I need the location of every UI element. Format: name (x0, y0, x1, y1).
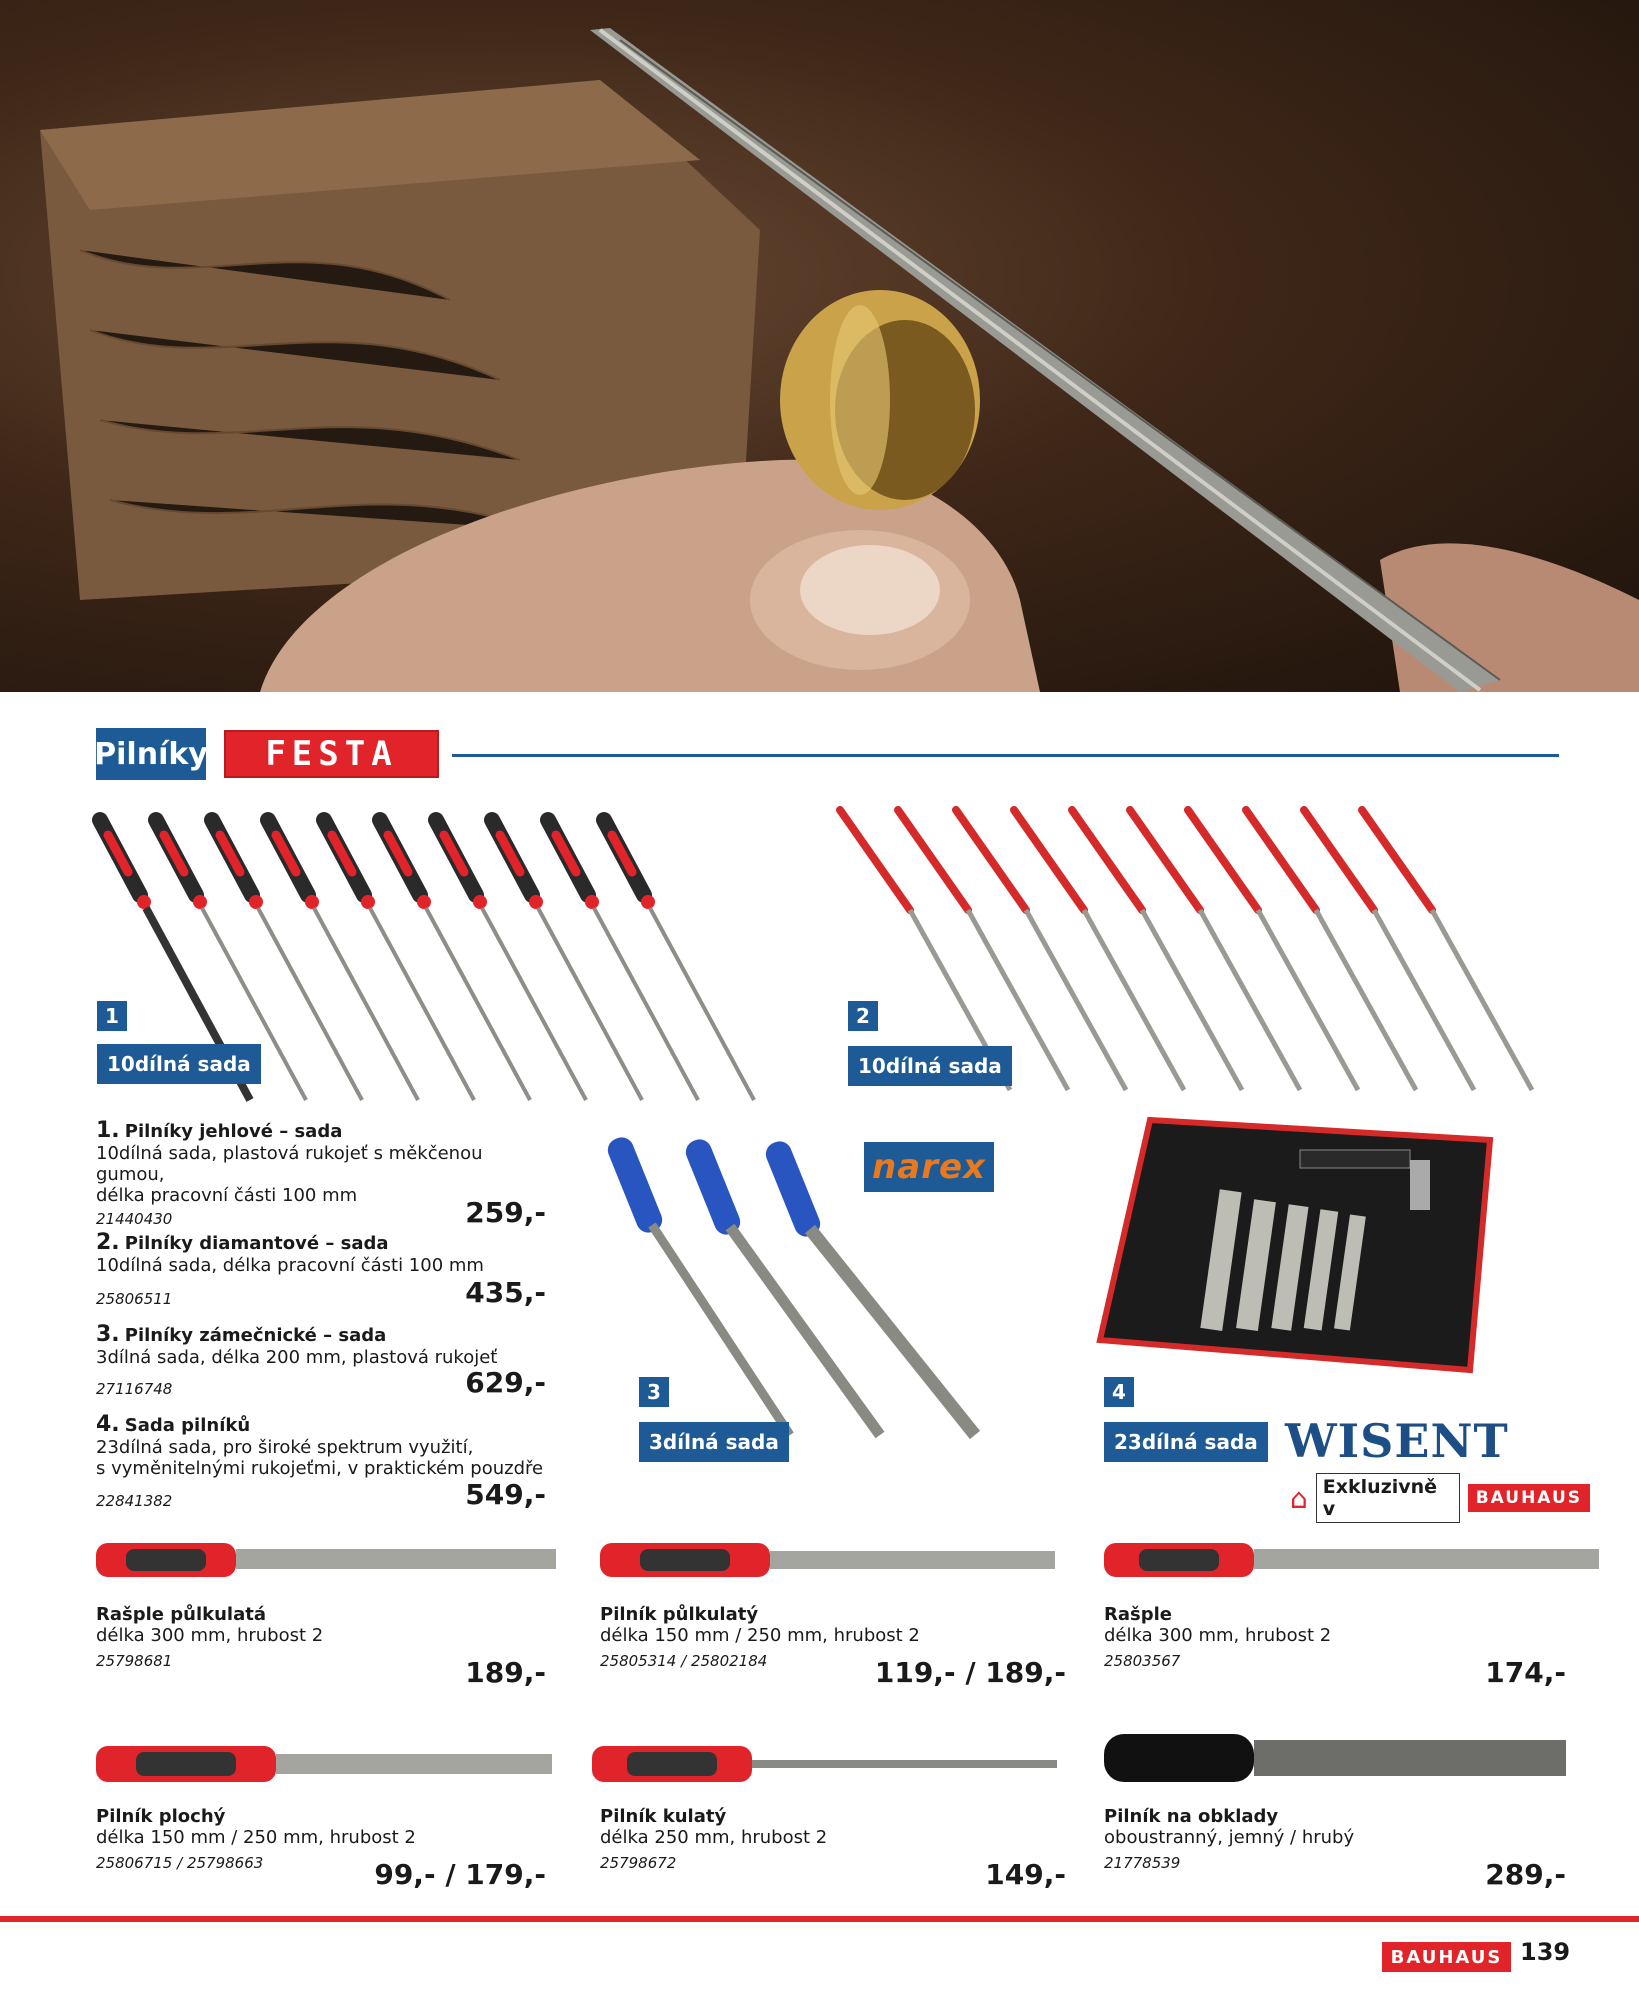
item-desc: 10dílná sada, délka pracovní části 100 mm (96, 1255, 484, 1276)
grid-desc: délka 250 mm, hrubost 2 (600, 1827, 828, 1848)
item-title: Pilníky diamantové – sada (124, 1233, 389, 1254)
item-price: 629,- (465, 1366, 546, 1399)
listing-item (96, 1118, 556, 1229)
grid-code: 25805314 / 25802184 (600, 1652, 768, 1670)
set-size-badge: 3dílná sada (639, 1422, 789, 1462)
page-number: 139 (1520, 1938, 1571, 1966)
item-desc: 3dílná sada, délka 200 mm, plastová rukojeť (96, 1347, 498, 1368)
set-size-badge: 10dílná sada (848, 1046, 1012, 1086)
flat-file-image (96, 1740, 556, 1790)
grid-product (1104, 1806, 1564, 1896)
item-number: 3. (96, 1322, 120, 1347)
needle-file (604, 820, 754, 1100)
item-code: 27116748 (96, 1380, 173, 1398)
set-size-badge: 10dílná sada (97, 1044, 261, 1084)
grid-title: Pilník půlkulatý (600, 1604, 759, 1625)
grid-product (1104, 1604, 1564, 1694)
product-number-badge: 2 (848, 1001, 878, 1031)
item-desc: délka pracovní části 100 mm (96, 1185, 358, 1206)
item-desc: s vyměnitelnými rukojeťmi, v praktickém pouzdře (96, 1458, 544, 1479)
grid-title: Pilník kulatý (600, 1806, 727, 1827)
item-price: 435,- (465, 1276, 546, 1309)
exclusive-text: Exkluzivně v (1316, 1473, 1460, 1523)
grid-desc: délka 150 mm / 250 mm, hrubost 2 (600, 1625, 920, 1646)
item-title: Sada pilníků (124, 1415, 251, 1436)
grid-code: 25798672 (600, 1854, 677, 1872)
diamond-file (1362, 810, 1532, 1090)
header-divider (452, 754, 1559, 757)
grid-price: 99,- / 179,- (374, 1858, 546, 1891)
bauhaus-logo: BAUHAUS (1468, 1484, 1590, 1512)
listing-item (96, 1230, 556, 1320)
item-title: Pilníky zámečnické – sada (124, 1325, 387, 1346)
half-round-rasp-image (96, 1535, 556, 1585)
wisent-logo: WISENT (1285, 1414, 1509, 1468)
listing-item (96, 1322, 556, 1412)
item-price: 259,- (465, 1196, 546, 1229)
set-size-badge: 23dílná sada (1104, 1422, 1268, 1462)
grid-product (600, 1806, 1066, 1896)
grid-desc: oboustranný, jemný / hrubý (1104, 1827, 1355, 1848)
product-number-badge: 3 (639, 1377, 669, 1407)
festa-logo: FESTA (224, 730, 439, 778)
tile-file-image (1104, 1730, 1574, 1790)
item-price: 549,- (465, 1478, 546, 1511)
product-number-badge: 1 (97, 1001, 127, 1031)
half-round-file-image (600, 1535, 1060, 1585)
grid-price: 174,- (1485, 1656, 1566, 1689)
grid-desc: délka 300 mm, hrubost 2 (1104, 1625, 1332, 1646)
grid-title: Rašple (1104, 1604, 1172, 1625)
round-file-image (592, 1740, 1062, 1790)
item-code: 25806511 (96, 1290, 173, 1308)
grid-desc: délka 150 mm / 250 mm, hrubost 2 (96, 1827, 416, 1848)
file-set-pouch-image (1100, 1100, 1500, 1390)
grid-title: Pilník na obklady (1104, 1806, 1279, 1827)
item-title: Pilníky jehlové – sada (124, 1121, 343, 1142)
item-number: 2. (96, 1230, 120, 1255)
grid-title: Pilník plochý (96, 1806, 226, 1827)
item-desc: 10dílná sada, plastová rukojeť s měkčenou gumou, (96, 1143, 483, 1185)
product-listing (96, 1118, 556, 1511)
grid-title: Rašple půlkulatá (96, 1604, 266, 1625)
item-code: 22841382 (96, 1492, 173, 1510)
grid-price: 189,- (465, 1656, 546, 1689)
grid-product (96, 1806, 556, 1896)
category-badge: Pilníky (96, 728, 206, 780)
grid-product (96, 1604, 556, 1694)
grid-product (600, 1604, 1066, 1694)
product-number-badge: 4 (1104, 1377, 1134, 1407)
exclusive-bauhaus-label (1290, 1476, 1590, 1520)
item-number: 1. (96, 1118, 120, 1143)
grid-code: 25803567 (1104, 1652, 1181, 1670)
footer-divider (0, 1916, 1639, 1922)
item-code: 21440430 (96, 1210, 173, 1228)
bauhaus-footer-logo: BAUHAUS (1382, 1942, 1511, 1972)
item-desc: 23dílná sada, pro široké spektrum využití, (96, 1437, 474, 1458)
house-icon: ⌂ (1290, 1481, 1308, 1515)
grid-code: 21778539 (1104, 1854, 1181, 1872)
grid-code: 25798681 (96, 1652, 173, 1670)
item-number: 4. (96, 1412, 120, 1437)
listing-item (96, 1412, 556, 1532)
rasp-image (1104, 1535, 1604, 1585)
narex-logo: narex (864, 1142, 994, 1192)
hero-photo (0, 0, 1639, 692)
grid-desc: délka 300 mm, hrubost 2 (96, 1625, 324, 1646)
grid-code: 25806715 / 25798663 (96, 1854, 264, 1872)
grid-price: 289,- (1485, 1858, 1566, 1891)
grid-price: 119,- / 189,- (874, 1656, 1066, 1689)
grid-price: 149,- (985, 1858, 1066, 1891)
